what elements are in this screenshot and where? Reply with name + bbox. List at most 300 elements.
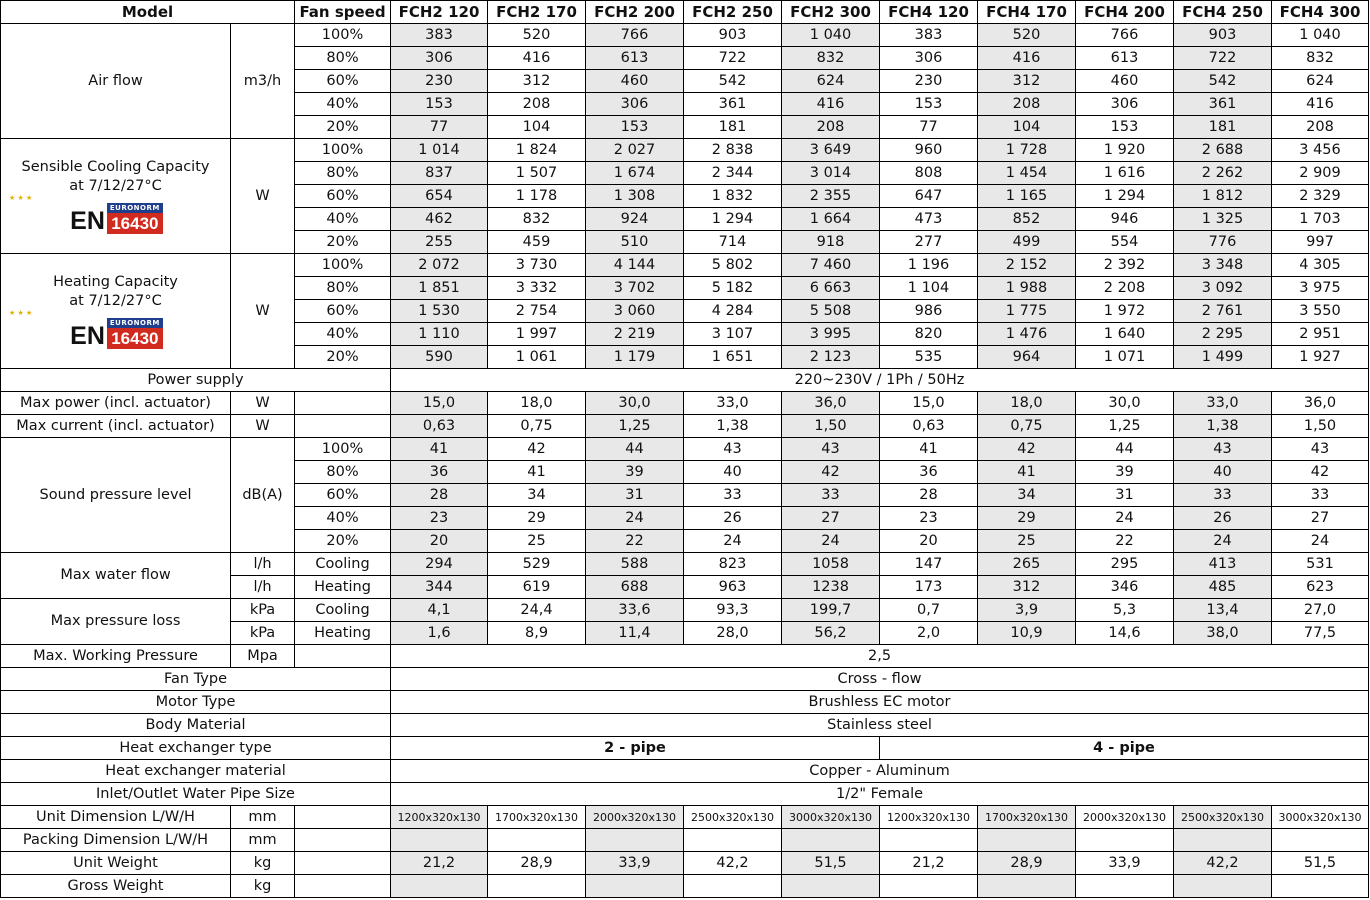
dimension-cell: 2000x320x130	[586, 806, 684, 829]
value-cell: 2 329	[1272, 185, 1369, 208]
badge-letters: EN	[70, 206, 105, 235]
value-cell: 1 640	[1076, 323, 1174, 346]
value-cell: 28,9	[488, 852, 586, 875]
value-cell: 3 348	[1174, 254, 1272, 277]
mode-cell: Heating	[295, 576, 391, 599]
value-cell: 1 927	[1272, 346, 1369, 369]
fan-speed-cell	[295, 875, 391, 898]
fan-speed-cell: 100%	[295, 438, 391, 461]
dimension-cell: 3000x320x130	[1272, 806, 1369, 829]
value-cell: 15,0	[391, 392, 488, 415]
value-cell: 33,9	[586, 852, 684, 875]
value-cell: 1 040	[782, 24, 880, 47]
value-cell	[391, 875, 488, 898]
value-cell: 306	[391, 47, 488, 70]
row-label-text: Heating Capacity	[53, 273, 178, 290]
value-cell: 51,5	[782, 852, 880, 875]
value-cell	[782, 875, 880, 898]
value-cell: 36	[880, 461, 978, 484]
value-cell: 766	[1076, 24, 1174, 47]
value-cell: 1,50	[782, 415, 880, 438]
table-row	[1, 415, 1369, 438]
model-column-header: FCH2 200	[586, 1, 684, 24]
table-row	[1, 714, 1369, 737]
row-label: Max pressure loss	[1, 599, 231, 645]
value-cell: 613	[586, 47, 684, 70]
row-label: Motor Type	[1, 691, 391, 714]
value-cell: 43	[684, 438, 782, 461]
value-cell: 416	[978, 47, 1076, 70]
model-column-header: FCH2 170	[488, 1, 586, 24]
value-cell: 25	[978, 530, 1076, 553]
value-cell: 590	[391, 346, 488, 369]
value-cell: 24	[586, 507, 684, 530]
value-cell: 255	[391, 231, 488, 254]
mode-cell: Cooling	[295, 599, 391, 622]
value-cell: 39	[586, 461, 684, 484]
value-cell: 3 107	[684, 323, 782, 346]
unit-cell: mm	[231, 829, 295, 852]
value-cell: 2 208	[1076, 277, 1174, 300]
value-cell: 13,4	[1174, 599, 1272, 622]
value-cell: 1,25	[586, 415, 684, 438]
fan-speed-cell: 100%	[295, 254, 391, 277]
value-cell: 903	[1174, 24, 1272, 47]
row-label: Max water flow	[1, 553, 231, 599]
value-cell: 2 761	[1174, 300, 1272, 323]
dimension-cell	[782, 829, 880, 852]
row-label: Packing Dimension L/W/H	[1, 829, 231, 852]
value-cell: 7 460	[782, 254, 880, 277]
value-cell: 588	[586, 553, 684, 576]
value-cell: 5 508	[782, 300, 880, 323]
hx-type-right: 4 - pipe	[880, 737, 1369, 760]
badge-letters: EN	[70, 321, 105, 350]
value-cell: 2 392	[1076, 254, 1174, 277]
value-cell: 2 688	[1174, 139, 1272, 162]
dimension-cell: 1700x320x130	[978, 806, 1076, 829]
value-cell: 199,7	[782, 599, 880, 622]
table-row	[1, 139, 1369, 162]
value-cell: 459	[488, 231, 586, 254]
value-cell: 361	[684, 93, 782, 116]
value-cell: 20	[880, 530, 978, 553]
row-label: Inlet/Outlet Water Pipe Size	[1, 783, 391, 806]
value-cell: 2,0	[880, 622, 978, 645]
value-cell: 460	[586, 70, 684, 93]
value-cell: 230	[880, 70, 978, 93]
table-row	[1, 668, 1369, 691]
value-cell: 529	[488, 553, 586, 576]
value-cell: 43	[1272, 438, 1369, 461]
value-cell: 4 305	[1272, 254, 1369, 277]
unit-cell: kPa	[231, 599, 295, 622]
value-cell: 208	[978, 93, 1076, 116]
unit-cell: W	[231, 392, 295, 415]
value-cell: 41	[391, 438, 488, 461]
value-cell: 383	[880, 24, 978, 47]
value-cell: 6 663	[782, 277, 880, 300]
value-cell: 27,0	[1272, 599, 1369, 622]
value-cell: 5 182	[684, 277, 782, 300]
value-cell: 485	[1174, 576, 1272, 599]
value-cell: 2 123	[782, 346, 880, 369]
value-cell: 42	[488, 438, 586, 461]
value-cell: 40	[1174, 461, 1272, 484]
value-cell: 3 456	[1272, 139, 1369, 162]
value-cell: 820	[880, 323, 978, 346]
value-cell: 22	[1076, 530, 1174, 553]
value-cell: 34	[488, 484, 586, 507]
value-cell: 4 284	[684, 300, 782, 323]
value-cell: 40	[684, 461, 782, 484]
value-cell: 15,0	[880, 392, 978, 415]
value-cell: 42,2	[1174, 852, 1272, 875]
table-row	[1, 438, 1369, 461]
fan-speed-cell: 40%	[295, 208, 391, 231]
value-cell: 24	[1272, 530, 1369, 553]
fan-speed-cell: 40%	[295, 507, 391, 530]
value-cell: 23	[880, 507, 978, 530]
value-cell: 3 975	[1272, 277, 1369, 300]
value-cell: 104	[978, 116, 1076, 139]
value-cell: 93,3	[684, 599, 782, 622]
mode-cell: Cooling	[295, 553, 391, 576]
dimension-cell: 1200x320x130	[880, 806, 978, 829]
value-cell: 0,63	[880, 415, 978, 438]
value-cell: 3 092	[1174, 277, 1272, 300]
merged-value: 2,5	[391, 645, 1369, 668]
merged-value: 1/2" Female	[391, 783, 1369, 806]
value-cell: 2 295	[1174, 323, 1272, 346]
value-cell: 624	[1272, 70, 1369, 93]
value-cell: 24	[1076, 507, 1174, 530]
badge-top-label: EURONORM	[107, 203, 163, 213]
value-cell	[1174, 875, 1272, 898]
value-cell: 1 997	[488, 323, 586, 346]
merged-value: Cross - flow	[391, 668, 1369, 691]
table-row	[1, 599, 1369, 622]
value-cell: 153	[880, 93, 978, 116]
value-cell: 1 454	[978, 162, 1076, 185]
fan-speed-cell: 80%	[295, 162, 391, 185]
value-cell: 43	[1174, 438, 1272, 461]
value-cell: 208	[782, 116, 880, 139]
value-cell: 1 651	[684, 346, 782, 369]
table-row	[1, 875, 1369, 898]
value-cell: 42,2	[684, 852, 782, 875]
value-cell: 24,4	[488, 599, 586, 622]
unit-cell: m3/h	[231, 24, 295, 139]
value-cell: 1,38	[684, 415, 782, 438]
value-cell: 3 995	[782, 323, 880, 346]
value-cell: 832	[1272, 47, 1369, 70]
value-cell: 462	[391, 208, 488, 231]
value-cell: 1 104	[880, 277, 978, 300]
model-column-header: FCH4 200	[1076, 1, 1174, 24]
badge-number: 16430	[107, 213, 163, 234]
dimension-cell	[1076, 829, 1174, 852]
row-label: Fan Type	[1, 668, 391, 691]
value-cell: 147	[880, 553, 978, 576]
value-cell: 26	[1174, 507, 1272, 530]
value-cell: 1 812	[1174, 185, 1272, 208]
value-cell: 619	[488, 576, 586, 599]
value-cell: 946	[1076, 208, 1174, 231]
row-label	[1, 254, 231, 369]
value-cell: 33,6	[586, 599, 684, 622]
value-cell: 1 040	[1272, 24, 1369, 47]
table-row	[1, 760, 1369, 783]
dimension-cell: 3000x320x130	[782, 806, 880, 829]
value-cell: 42	[1272, 461, 1369, 484]
value-cell: 33	[1174, 484, 1272, 507]
value-cell: 28	[880, 484, 978, 507]
table-row	[1, 806, 1369, 829]
value-cell: 554	[1076, 231, 1174, 254]
value-cell: 688	[586, 576, 684, 599]
row-label: Unit Weight	[1, 852, 231, 875]
table-row	[1, 783, 1369, 806]
value-cell: 153	[391, 93, 488, 116]
value-cell: 0,75	[488, 415, 586, 438]
fan-speed-cell: 40%	[295, 323, 391, 346]
value-cell: 2 072	[391, 254, 488, 277]
unit-cell: kg	[231, 875, 295, 898]
mode-cell: Heating	[295, 622, 391, 645]
fan-speed-cell: 20%	[295, 231, 391, 254]
value-cell: 647	[880, 185, 978, 208]
table-row	[1, 392, 1369, 415]
fan-speed-cell	[295, 852, 391, 875]
value-cell: 1 616	[1076, 162, 1174, 185]
value-cell: 42	[978, 438, 1076, 461]
value-cell: 1 832	[684, 185, 782, 208]
value-cell: 21,2	[880, 852, 978, 875]
hx-type-left: 2 - pipe	[391, 737, 880, 760]
value-cell: 5 802	[684, 254, 782, 277]
value-cell: 3 649	[782, 139, 880, 162]
value-cell: 33	[782, 484, 880, 507]
value-cell: 181	[1174, 116, 1272, 139]
value-cell: 44	[586, 438, 684, 461]
fan-speed-cell: 40%	[295, 93, 391, 116]
row-label: Body Material	[1, 714, 391, 737]
row-label	[1, 24, 231, 139]
merged-value: Stainless steel	[391, 714, 1369, 737]
fan-speed-cell	[295, 415, 391, 438]
value-cell: 8,9	[488, 622, 586, 645]
value-cell: 2 152	[978, 254, 1076, 277]
value-cell: 832	[782, 47, 880, 70]
row-label: Heat exchanger material	[1, 760, 391, 783]
value-cell	[880, 875, 978, 898]
value-cell: 33	[1272, 484, 1369, 507]
value-cell: 24	[782, 530, 880, 553]
value-cell: 36	[391, 461, 488, 484]
value-cell: 918	[782, 231, 880, 254]
fan-speed-cell: 100%	[295, 24, 391, 47]
model-column-header: FCH4 250	[1174, 1, 1272, 24]
badge-top-label: EURONORM	[107, 318, 163, 328]
row-label	[1, 139, 231, 254]
unit-cell: l/h	[231, 553, 295, 576]
value-cell: 542	[1174, 70, 1272, 93]
value-cell: 5,3	[1076, 599, 1174, 622]
table-row	[1, 645, 1369, 668]
table-row	[1, 737, 1369, 760]
row-label: Max power (incl. actuator)	[1, 392, 231, 415]
value-cell: 1058	[782, 553, 880, 576]
value-cell: 1 674	[586, 162, 684, 185]
value-cell: 2 027	[586, 139, 684, 162]
value-cell: 1 294	[684, 208, 782, 231]
value-cell: 312	[488, 70, 586, 93]
dimension-cell: 2500x320x130	[1174, 806, 1272, 829]
table-row	[1, 852, 1369, 875]
fan-speed-header: Fan speed	[295, 1, 391, 24]
value-cell: 520	[978, 24, 1076, 47]
table-row	[1, 24, 1369, 47]
fan-speed-cell: 60%	[295, 484, 391, 507]
unit-cell: dB(A)	[231, 438, 295, 553]
model-header: Model	[1, 1, 295, 24]
value-cell: 27	[782, 507, 880, 530]
value-cell: 3,9	[978, 599, 1076, 622]
row-label-text: Sensible Cooling Capacity	[21, 158, 210, 175]
value-cell	[978, 875, 1076, 898]
unit-cell: W	[231, 254, 295, 369]
value-cell: 2 344	[684, 162, 782, 185]
fan-speed-cell: 60%	[295, 300, 391, 323]
value-cell: 852	[978, 208, 1076, 231]
header-row	[1, 1, 1369, 24]
value-cell: 29	[488, 507, 586, 530]
dimension-cell	[1174, 829, 1272, 852]
value-cell: 1 178	[488, 185, 586, 208]
value-cell: 473	[880, 208, 978, 231]
model-column-header: FCH2 250	[684, 1, 782, 24]
value-cell	[586, 875, 684, 898]
value-cell: 903	[684, 24, 782, 47]
value-cell: 41	[978, 461, 1076, 484]
value-cell: 30,0	[1076, 392, 1174, 415]
fan-speed-cell: 20%	[295, 346, 391, 369]
value-cell: 416	[782, 93, 880, 116]
value-cell: 294	[391, 553, 488, 576]
value-cell: 277	[880, 231, 978, 254]
value-cell: 1 476	[978, 323, 1076, 346]
value-cell: 306	[1076, 93, 1174, 116]
star-icons: ★ ★ ★	[9, 308, 33, 317]
value-cell: 1 325	[1174, 208, 1272, 231]
value-cell: 33,9	[1076, 852, 1174, 875]
fan-speed-cell: 20%	[295, 530, 391, 553]
model-column-header: FCH4 120	[880, 1, 978, 24]
model-column-header: FCH2 120	[391, 1, 488, 24]
value-cell: 510	[586, 231, 684, 254]
value-cell: 2 355	[782, 185, 880, 208]
value-cell: 0,7	[880, 599, 978, 622]
value-cell: 153	[1076, 116, 1174, 139]
value-cell: 542	[684, 70, 782, 93]
value-cell: 28,0	[684, 622, 782, 645]
value-cell: 623	[1272, 576, 1369, 599]
value-cell: 265	[978, 553, 1076, 576]
fan-speed-cell	[295, 392, 391, 415]
value-cell: 77	[391, 116, 488, 139]
value-cell: 28	[391, 484, 488, 507]
unit-cell: Mpa	[231, 645, 295, 668]
value-cell: 346	[1076, 576, 1174, 599]
value-cell	[1272, 875, 1369, 898]
value-cell: 832	[488, 208, 586, 231]
value-cell: 31	[1076, 484, 1174, 507]
value-cell: 33,0	[1174, 392, 1272, 415]
fan-speed-cell: 60%	[295, 185, 391, 208]
value-cell: 722	[1174, 47, 1272, 70]
dimension-cell	[488, 829, 586, 852]
fan-speed-cell	[295, 806, 391, 829]
row-label: Unit Dimension L/W/H	[1, 806, 231, 829]
value-cell: 1 014	[391, 139, 488, 162]
model-column-header: FCH4 170	[978, 1, 1076, 24]
value-cell: 416	[1272, 93, 1369, 116]
value-cell: 1 499	[1174, 346, 1272, 369]
fan-speed-cell	[295, 645, 391, 668]
table-row	[1, 553, 1369, 576]
value-cell: 295	[1076, 553, 1174, 576]
value-cell: 4 144	[586, 254, 684, 277]
value-cell: 36,0	[782, 392, 880, 415]
value-cell: 18,0	[488, 392, 586, 415]
value-cell: 181	[684, 116, 782, 139]
value-cell: 924	[586, 208, 684, 231]
value-cell: 2 754	[488, 300, 586, 323]
value-cell: 43	[782, 438, 880, 461]
unit-cell: kg	[231, 852, 295, 875]
euronorm-badge	[3, 193, 228, 235]
value-cell: 23	[391, 507, 488, 530]
value-cell: 1,6	[391, 622, 488, 645]
table-row	[1, 369, 1369, 392]
unit-cell: mm	[231, 806, 295, 829]
value-cell: 823	[684, 553, 782, 576]
value-cell: 531	[1272, 553, 1369, 576]
value-cell: 29	[978, 507, 1076, 530]
value-cell: 42	[782, 461, 880, 484]
value-cell: 56,2	[782, 622, 880, 645]
row-label: Power supply	[1, 369, 391, 392]
value-cell: 776	[1174, 231, 1272, 254]
euronorm-badge	[3, 308, 228, 350]
fan-speed-cell: 80%	[295, 461, 391, 484]
value-cell: 27	[1272, 507, 1369, 530]
value-cell: 24	[1174, 530, 1272, 553]
value-cell: 39	[1076, 461, 1174, 484]
value-cell: 1 988	[978, 277, 1076, 300]
unit-cell: kPa	[231, 622, 295, 645]
value-cell: 153	[586, 116, 684, 139]
value-cell: 499	[978, 231, 1076, 254]
fan-speed-cell: 20%	[295, 116, 391, 139]
dimension-cell	[684, 829, 782, 852]
value-cell: 624	[782, 70, 880, 93]
value-cell: 1 071	[1076, 346, 1174, 369]
value-cell: 25	[488, 530, 586, 553]
dimension-cell	[880, 829, 978, 852]
value-cell: 1 507	[488, 162, 586, 185]
